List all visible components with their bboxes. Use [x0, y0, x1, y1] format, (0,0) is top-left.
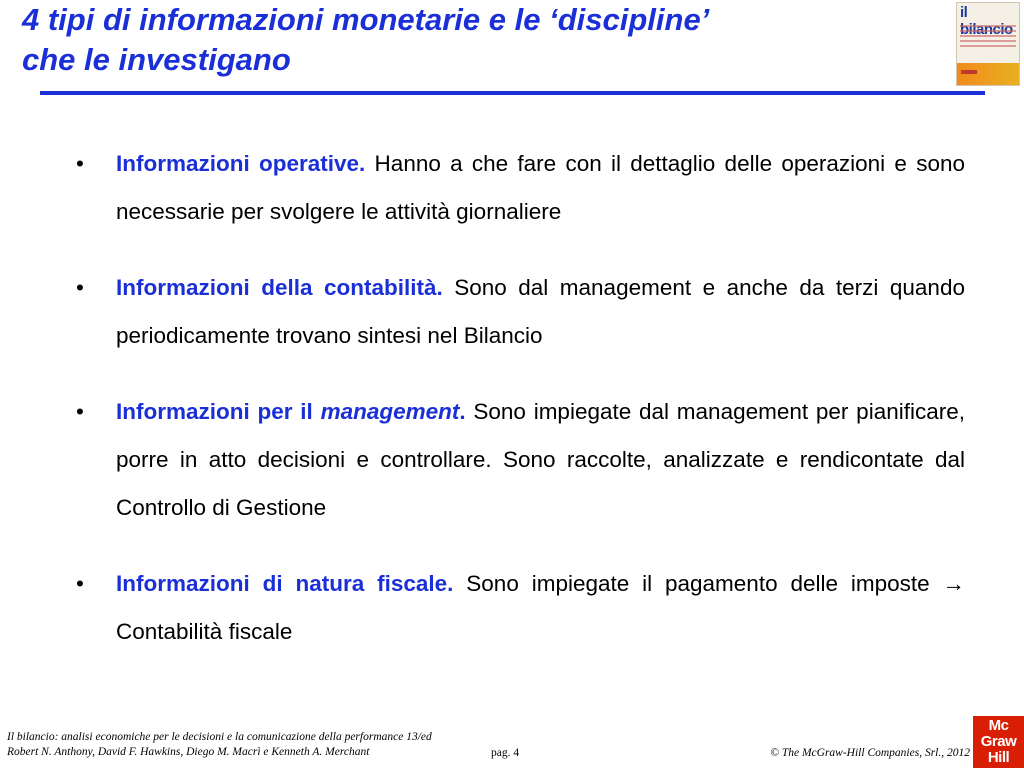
- logo-line-3: Hill: [987, 749, 1010, 766]
- bullet-lead: Informazioni di natura fiscale.: [116, 571, 454, 596]
- publisher-logo: [973, 716, 1024, 768]
- bullet-text: Sono impiegate il pagamento delle imposte → Contabilità fiscale: [116, 571, 966, 644]
- bullet-lead-suffix: .: [436, 275, 443, 300]
- page-number: pag. 4: [491, 747, 520, 759]
- bullet-lead: Informazioni della contabilità: [116, 275, 437, 300]
- footer-citation-line-2: Robert N. Anthony, David F. Hawkins, Diego M. Macrì e Kenneth A. Merchant: [7, 746, 370, 758]
- bullet-item-management: [72, 388, 965, 532]
- bullet-text: Hanno a che fare con il dettaglio delle operazioni e sono necessarie per svolgere le attività giornaliere: [116, 151, 965, 224]
- bullet-text: Sono dal management e anche da terzi quando periodicamente trovano sintesi nel Bilancio: [116, 275, 965, 348]
- bullet-lead: Informazioni operative.: [116, 151, 366, 176]
- bullet-text: Sono impiegate dal management per pianificare, porre in atto decisioni e controllare. Sono raccolte, analizzate e rendicontate dal Controllo di Gestione: [116, 399, 965, 520]
- bullet-lead-suffix: .: [459, 399, 466, 424]
- title-divider: [40, 91, 985, 95]
- bullet-glyph: •: [76, 571, 84, 596]
- bullet-item-contabilita: [72, 264, 965, 360]
- bullet-list: [72, 140, 965, 684]
- bullet-glyph: •: [76, 275, 84, 300]
- book-cover-band: [957, 63, 1019, 85]
- logo-line-1: Mc: [988, 717, 1009, 734]
- slide-title: [22, 0, 942, 80]
- bullet-lead-emphasis: management: [320, 399, 460, 424]
- footer-citation: [7, 730, 567, 760]
- slide-title-line-1: 4 tipi di informazioni monetarie e le ‘discipline’: [22, 2, 710, 37]
- slide-title-line-2: che le investigano: [22, 42, 291, 77]
- bullet-lead: Informazioni per il: [116, 399, 321, 424]
- bullet-item-fiscale: [72, 560, 965, 656]
- logo-line-2: Graw: [980, 733, 1017, 750]
- footer-citation-line-1: Il bilancio: analisi economiche per le decisioni e la comunicazione della performance 13/ed: [7, 731, 432, 743]
- book-cover-thumbnail: [956, 2, 1020, 86]
- bullet-glyph: •: [76, 399, 84, 424]
- bullet-item-operative: [72, 140, 965, 236]
- book-cover-text-lines: [960, 25, 1016, 50]
- copyright-notice: © The McGraw-Hill Companies, Srl., 2012: [770, 747, 970, 759]
- book-cover-title: il: [960, 4, 968, 21]
- bullet-glyph: •: [76, 151, 84, 176]
